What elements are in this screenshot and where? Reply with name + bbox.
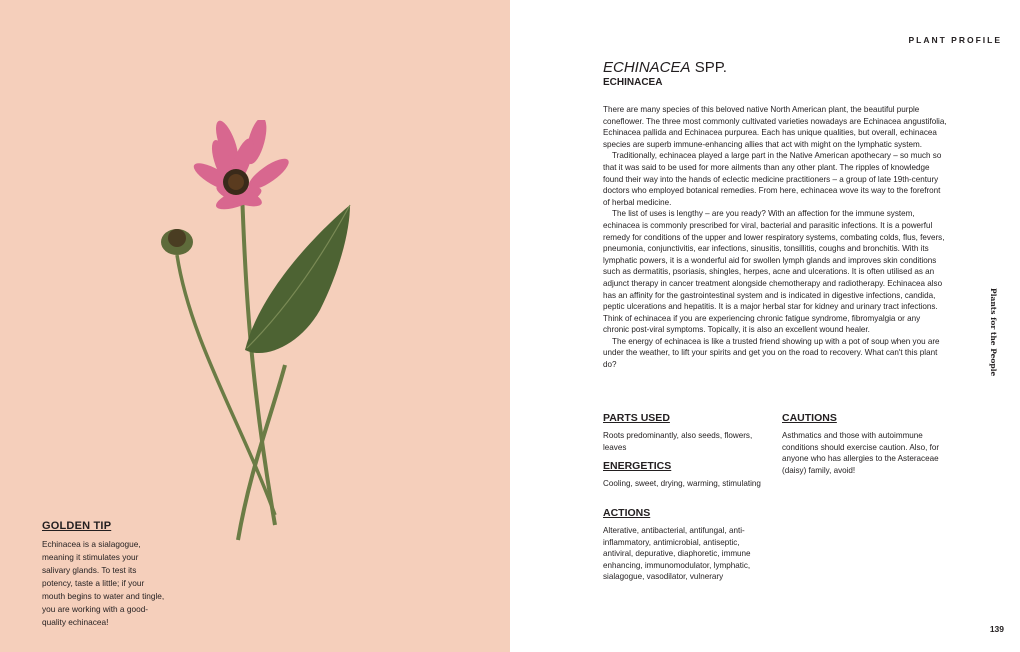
cautions-heading: CAUTIONS	[782, 412, 837, 424]
actions-section	[603, 507, 768, 583]
latin-spp: SPP.	[690, 59, 727, 76]
parts-used-section	[603, 412, 763, 453]
golden-tip-heading: GOLDEN TIP	[42, 520, 112, 532]
latin-name	[603, 59, 727, 76]
golden-tip-box	[42, 520, 167, 629]
profile-body	[603, 104, 948, 371]
energetics-section	[603, 460, 763, 490]
energetics-text: Cooling, sweet, drying, warming, stimulating	[603, 479, 761, 488]
plant-title	[603, 59, 727, 88]
cautions-section	[782, 412, 947, 476]
actions-text: Alterative, antibacterial, antifungal, anti-inflammatory, antimicrobial, antiseptic, antiviral, depurative, diaphoretic, immune enhancing, immunomodulator, lymphatic, sialagogue, vasodilator, vulnerary	[603, 526, 751, 582]
paragraph: The list of uses is lengthy – are you ready? With an affection for the immune system, echinacea is commonly prescribed for viral, bacterial and parasitic infections. It is a powerful remedy for conditions of the upper and lower respiratory systems, combating colds, flus, fevers, pneumonia, conjunctivitis, ear infections, sinusitis, tonsillitis, coughs and bronchitis. With its lymphatic powers, it is a wonderful aid for swollen lymph glands and improves skin conditions such as dermatitis, psoriasis, shingles, herpes, acne and ulcerations. It is often utilised as an adjunct therapy in cancer treatment alongside chemotherapy and radiotherapy. Echinacea also has an affinity for the gastrointestinal system and is indicated in digestive infections, candida, peptic ulcerations and hepatitis. It is a major herbal star for kidney and urinary tract infections. Think of echinacea if you are experiencing chronic fatigue syndrome, fibromyalgia or any chronic post-viral symptoms. Topically, it is also an excellent wound healer.	[603, 209, 945, 335]
right-page	[510, 0, 1020, 652]
actions-heading: ACTIONS	[603, 507, 651, 519]
paragraph: There are many species of this beloved native North American plant, the beautiful purple coneflower. The three most commonly cultivated varieties nowadays are Echinacea angustifolia, Echinacea pallida and Echinacea purpurea. Each has unique qualities, but overall, echinacea species are superb immune-enhancing allies that act with might on the lymphatic system.	[603, 105, 947, 149]
latin-genus: ECHINACEA	[603, 59, 691, 76]
book-side-title: Plants for the People	[989, 288, 998, 377]
plant-profile-label: PLANT PROFILE	[908, 35, 1002, 45]
golden-tip-text: Echinacea is a sialagogue, meaning it stimulates your salivary glands. To test its potency, taste a little; if your mouth begins to water and tingle, you are working with a good-quality echinacea!	[42, 539, 165, 627]
page-number: 139	[989, 624, 1004, 634]
paragraph: Traditionally, echinacea played a large part in the Native American apothecary – so much so that it was said to be used for more ailments than any other plant. The ripples of knowledge found their way into the hands of eclectic medicine practitioners – a group of late 19th-century doctors who employed botanical remedies. From here, echinacea wove its way to the forefront of herbal medicine.	[603, 151, 942, 207]
parts-used-heading: PARTS USED	[603, 412, 670, 424]
paragraph: The energy of echinacea is like a trusted friend showing up with a pot of soup when you are under the weather, to lift your spirits and get you on the road to recovery. What can't this plant do?	[603, 336, 940, 370]
parts-used-text: Roots predominantly, also seeds, flowers, leaves	[603, 431, 753, 452]
common-name: ECHINACEA	[603, 77, 663, 88]
cautions-text: Asthmatics and those with autoimmune conditions should exercise caution. Also, for anyone who has allergies to the Asteraceae (daisy) family, avoid!	[782, 431, 940, 475]
energetics-heading: ENERGETICS	[603, 460, 672, 472]
echinacea-flower-image	[150, 120, 370, 550]
